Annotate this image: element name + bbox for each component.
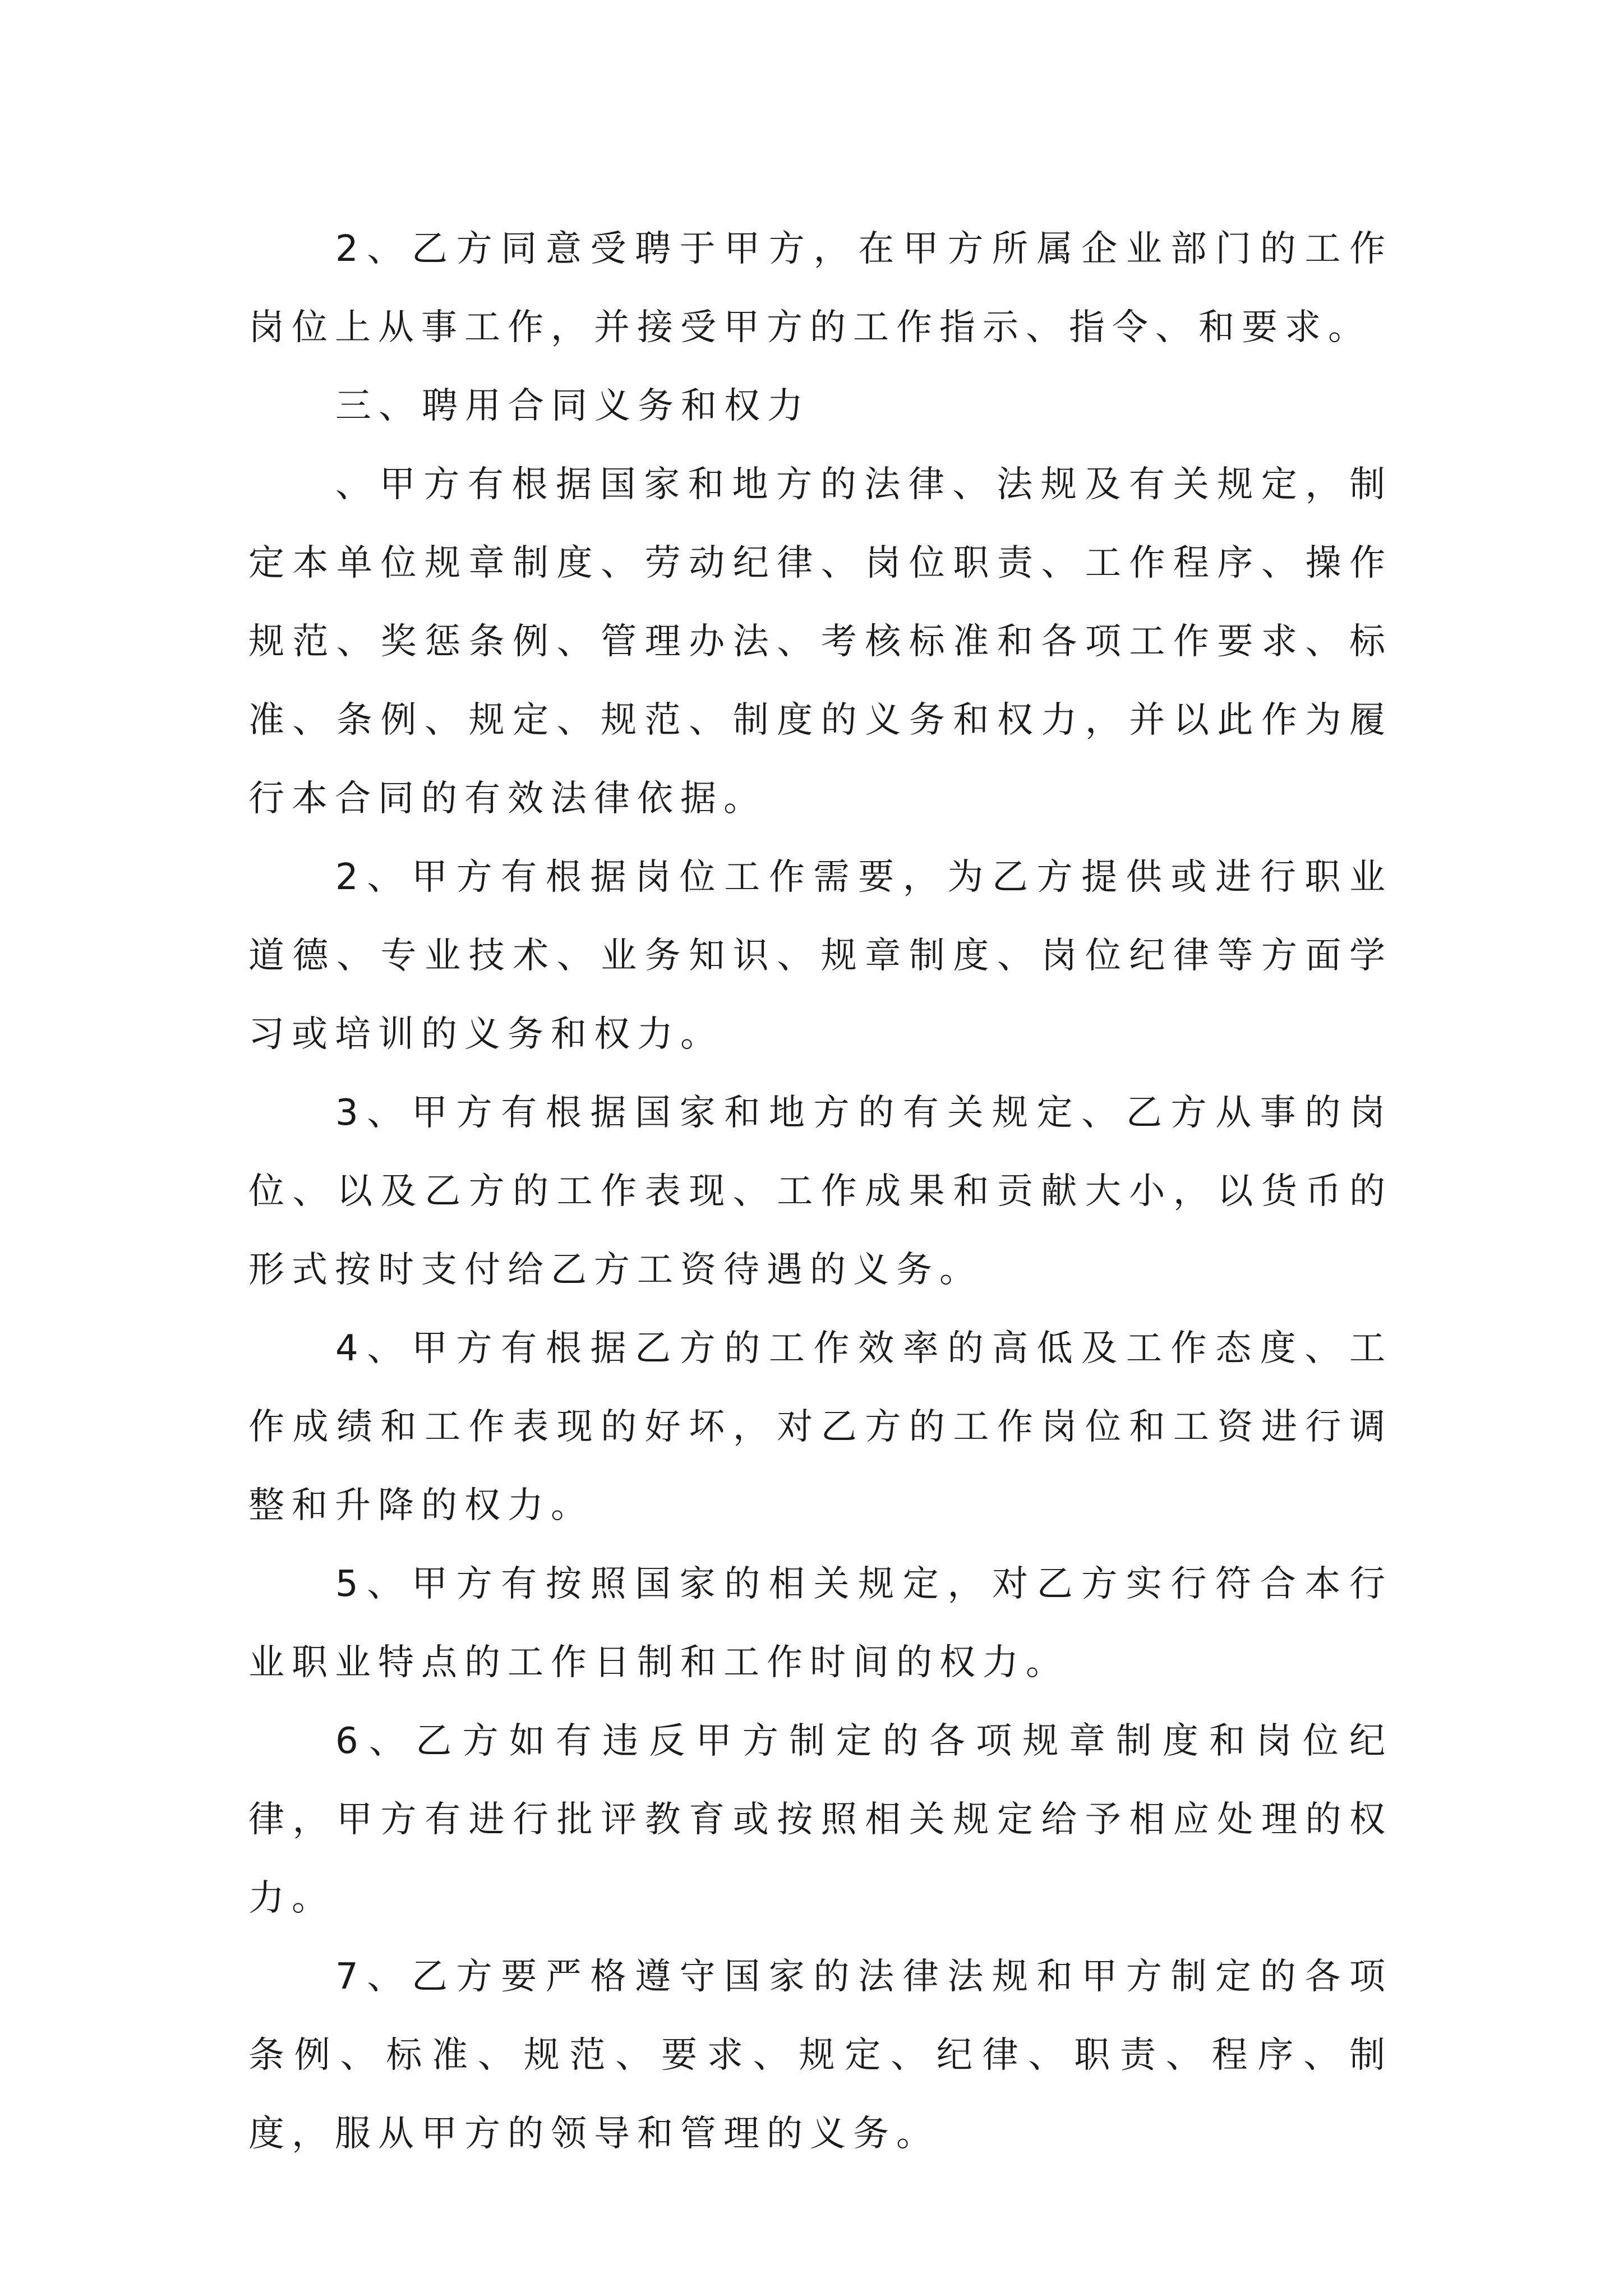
- paragraph-3: 2、甲方有根据岗位工作需要，为乙方提供或进行职业道德、专业技术、业务知识、规章制度、岗位纪律等方面学习或培训的义务和权力。: [248, 857, 1393, 1055]
- paragraph-8: 7、乙方要严格遵守国家的法律法规和甲方制定的各项条例、标准、规范、要求、规定、纪律、职责、程序、制度，服从甲方的领导和管理的义务。: [248, 1956, 1393, 2155]
- paragraph-4: 3、甲方有根据国家和地方的有关规定、乙方从事的岗位、以及乙方的工作表现、工作成果和贡献大小，以货币的形式按时支付给乙方工资待遇的义务。: [248, 1092, 1393, 1291]
- document-body: [248, 210, 1393, 2173]
- paragraph-7: 6、乙方如有违反甲方制定的各项规章制度和岗位纪律，甲方有进行批评教育或按照相关规定给予相应处理的权力。: [248, 1720, 1393, 1919]
- paragraph-1: 2、乙方同意受聘于甲方，在甲方所属企业部门的工作岗位上从事工作，并接受甲方的工作指示、指令、和要求。: [248, 228, 1393, 348]
- section-heading: 三、聘用合同义务和权力: [335, 385, 810, 427]
- paragraph-6: 5、甲方有按照国家的相关规定，对乙方实行符合本行业职业特点的工作日制和工作时间的权力。: [248, 1563, 1393, 1683]
- paragraph-2: 、甲方有根据国家和地方的法律、法规及有关规定，制定本单位规章制度、劳动纪律、岗位职责、工作程序、操作规范、奖惩条例、管理办法、考核标准和各项工作要求、标准、条例、规定、规范、制度的义务和权力，并以此作为履行本合同的有效法律依据。: [248, 464, 1393, 820]
- paragraph-5: 4、甲方有根据乙方的工作效率的高低及工作态度、工作成绩和工作表现的好坏，对乙方的工作岗位和工资进行调整和升降的权力。: [248, 1328, 1393, 1526]
